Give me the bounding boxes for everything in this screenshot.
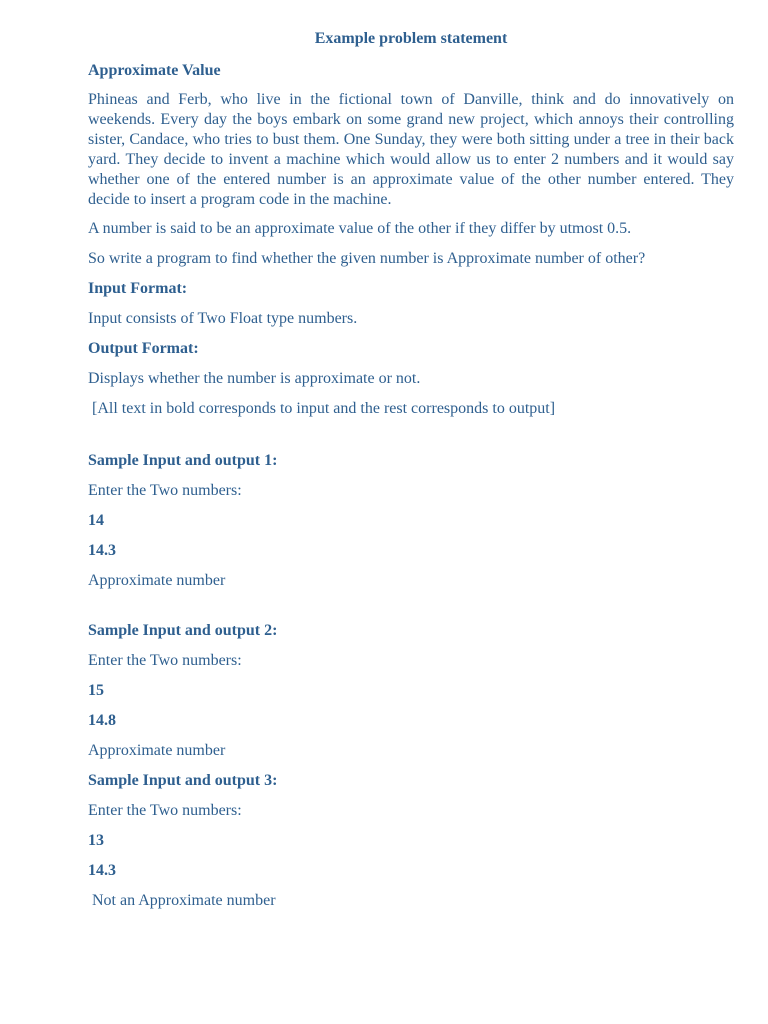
document-title: Example problem statement bbox=[314, 30, 508, 47]
output-format-heading: Output Format: bbox=[88, 340, 199, 357]
sample-prompt: Enter the Two numbers: bbox=[88, 652, 242, 669]
sample-heading: Sample Input and output 2: bbox=[88, 622, 278, 639]
sample-output: Not an Approximate number bbox=[92, 892, 276, 909]
task-text: So write a program to find whether the given number is Approximate number of other? bbox=[88, 250, 646, 267]
sample-prompt: Enter the Two numbers: bbox=[88, 802, 242, 819]
sample-input-1: 13 bbox=[88, 832, 104, 849]
sample-prompt: Enter the Two numbers: bbox=[88, 482, 242, 499]
problem-heading: Approximate Value bbox=[88, 62, 221, 79]
sample-heading: Sample Input and output 1: bbox=[88, 452, 278, 469]
definition-text: A number is said to be an approximate value of the other if they differ by utmost 0.5. bbox=[88, 220, 632, 237]
sample-input-1: 15 bbox=[88, 682, 104, 699]
sample-input-2: 14.3 bbox=[88, 862, 116, 879]
sample-input-2: 14.8 bbox=[88, 712, 116, 729]
sample-block-3 bbox=[88, 770, 734, 912]
input-format-text: Input consists of Two Float type numbers. bbox=[88, 310, 358, 327]
sample-block-1 bbox=[88, 450, 734, 592]
sample-input-1: 14 bbox=[88, 512, 104, 529]
document-page bbox=[88, 28, 734, 920]
note-text: [All text in bold corresponds to input and the rest corresponds to output] bbox=[92, 400, 556, 417]
output-format-text: Displays whether the number is approximate or not. bbox=[88, 370, 421, 387]
input-format-heading: Input Format: bbox=[88, 280, 188, 297]
problem-intro: Phineas and Ferb, who live in the fictional town of Danville, think and do innovatively on weekends. Every day the boys embark on some grand new project, which annoys their controlling sister, Candace, who tries to bust them. One Sunday, they were both sitting under a tree in their back yard. They decide to invent a machine which would allow us to enter 2 numbers and it would say whether one of the entered number is an approximate value of the other number entered. They decide to insert a program code in the machine. bbox=[88, 91, 734, 208]
sample-heading: Sample Input and output 3: bbox=[88, 772, 278, 789]
sample-output: Approximate number bbox=[88, 742, 226, 759]
sample-output: Approximate number bbox=[88, 572, 226, 589]
sample-block-2 bbox=[88, 620, 734, 762]
sample-input-2: 14.3 bbox=[88, 542, 116, 559]
